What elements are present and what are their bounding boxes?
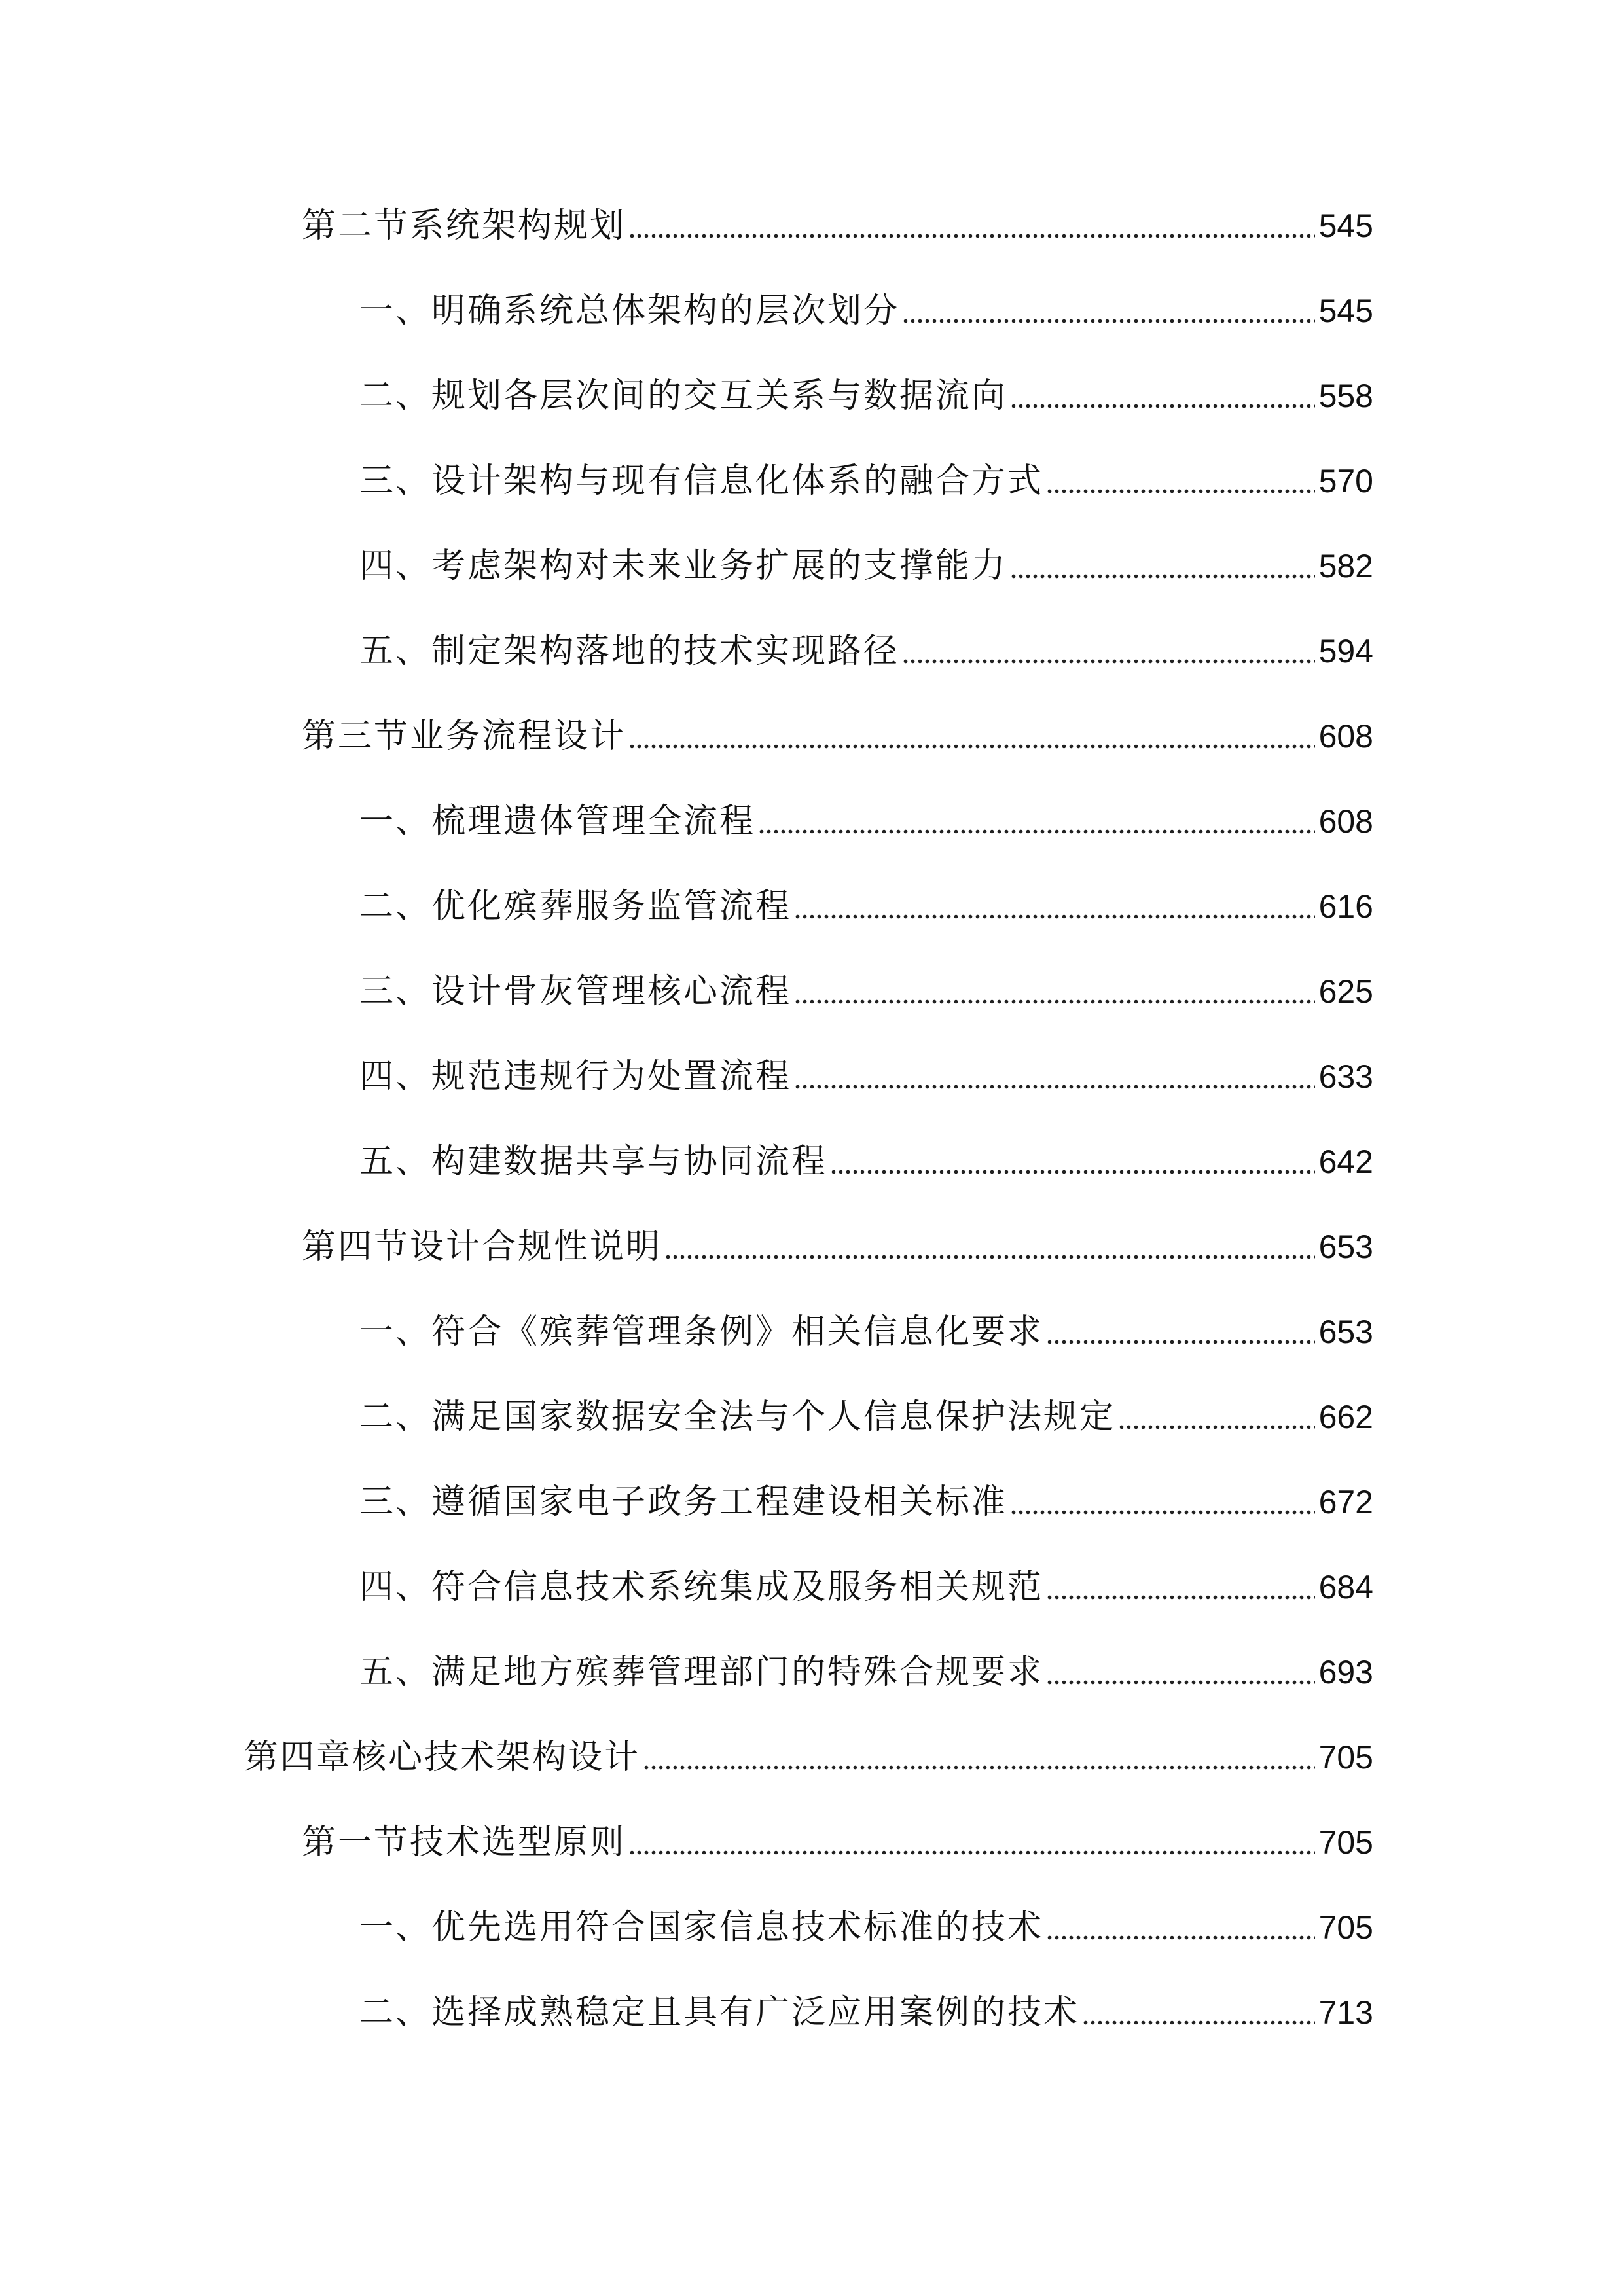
toc-entry-title: 五、满足地方殡葬管理部门的特殊合规要求 — [359, 1653, 1044, 1692]
toc-dot-leader — [794, 880, 1315, 933]
toc-dot-leader — [1046, 1901, 1315, 1954]
toc-page-number: 545 — [1318, 207, 1373, 244]
toc-entry-subsection[interactable] — [359, 880, 1373, 933]
toc-page-number: 608 — [1318, 803, 1373, 840]
toc-entry-subsection[interactable] — [359, 1136, 1373, 1188]
toc-dot-leader — [643, 1731, 1315, 1784]
toc-dot-leader — [664, 1221, 1315, 1273]
toc-entry-subsection[interactable] — [359, 1476, 1373, 1528]
toc-entry-title: 一、符合《殡葬管理条例》相关信息化要求 — [359, 1312, 1044, 1352]
toc-entry-subsection[interactable] — [359, 1986, 1373, 2039]
toc-page-number: 545 — [1318, 293, 1373, 329]
toc-page-number: 608 — [1318, 718, 1373, 755]
toc-dot-leader — [1010, 370, 1315, 422]
toc-entry-title: 二、优化殡葬服务监管流程 — [359, 887, 792, 926]
toc-dot-leader — [902, 285, 1315, 337]
toc-entry-title: 五、制定架构落地的技术实现路径 — [359, 632, 900, 671]
toc-dot-leader — [1118, 1391, 1315, 1443]
toc-page-number: 684 — [1318, 1569, 1373, 1605]
toc-entry-title: 三、设计架构与现有信息化体系的融合方式 — [359, 461, 1044, 501]
toc-entry-section[interactable] — [302, 1221, 1373, 1273]
toc-page-number: 616 — [1318, 888, 1373, 925]
toc-entry-chapter[interactable] — [244, 1731, 1373, 1784]
toc-entry-title: 第一节技术选型原则 — [302, 1823, 626, 1862]
toc-entry-subsection[interactable] — [359, 1646, 1373, 1698]
toc-entry-subsection[interactable] — [359, 1901, 1373, 1954]
toc-page-number: 642 — [1318, 1143, 1373, 1180]
toc-page-number: 705 — [1318, 1739, 1373, 1776]
toc-entry-title: 三、遵循国家电子政务工程建设相关标准 — [359, 1482, 1008, 1522]
toc-entry-subsection[interactable] — [359, 285, 1373, 337]
toc-entry-subsection[interactable] — [359, 625, 1373, 677]
toc-entry-title: 一、优先选用符合国家信息技术标准的技术 — [359, 1908, 1044, 1947]
toc-dot-leader — [758, 795, 1315, 848]
toc-page-number: 693 — [1318, 1654, 1373, 1691]
toc-entry-section[interactable] — [302, 1816, 1373, 1869]
toc-entry-section[interactable] — [302, 200, 1373, 252]
toc-page-number: 672 — [1318, 1484, 1373, 1520]
toc-entry-title: 一、梳理遗体管理全流程 — [359, 802, 756, 841]
toc-entry-subsection[interactable] — [359, 1306, 1373, 1358]
toc-page-number: 594 — [1318, 633, 1373, 670]
toc-page-number: 558 — [1318, 378, 1373, 414]
toc-entry-title: 第三节业务流程设计 — [302, 717, 626, 756]
toc-entry-title: 五、构建数据共享与协同流程 — [359, 1142, 828, 1181]
toc-entry-subsection[interactable] — [359, 370, 1373, 422]
toc-dot-leader — [794, 1050, 1315, 1103]
toc-page-number: 570 — [1318, 463, 1373, 499]
toc-dot-leader — [1010, 1476, 1315, 1528]
toc-dot-leader — [628, 710, 1315, 762]
toc-entry-subsection[interactable] — [359, 1391, 1373, 1443]
toc-page-number: 705 — [1318, 1824, 1373, 1861]
toc-dot-leader — [1082, 1986, 1315, 2039]
toc-entry-title: 第四节设计合规性说明 — [302, 1227, 662, 1266]
toc-entry-title: 四、考虑架构对未来业务扩展的支撑能力 — [359, 547, 1008, 586]
toc-page-number: 633 — [1318, 1058, 1373, 1095]
toc-entry-subsection[interactable] — [359, 540, 1373, 592]
toc-page-number: 582 — [1318, 548, 1373, 584]
toc-entry-subsection[interactable] — [359, 795, 1373, 848]
toc-entry-subsection[interactable] — [359, 1050, 1373, 1103]
toc-dot-leader — [628, 1816, 1315, 1869]
toc-page-number: 625 — [1318, 973, 1373, 1010]
toc-entry-subsection[interactable] — [359, 455, 1373, 507]
toc-dot-leader — [1046, 1646, 1315, 1698]
toc-dot-leader — [1010, 540, 1315, 592]
toc-entry-title: 第四章核心技术架构设计 — [244, 1738, 641, 1777]
toc-dot-leader — [1046, 1561, 1315, 1613]
toc-page-number: 653 — [1318, 1314, 1373, 1350]
toc-dot-leader — [902, 625, 1315, 677]
toc-page-number: 705 — [1318, 1909, 1373, 1946]
toc-entry-title: 二、规划各层次间的交互关系与数据流向 — [359, 376, 1008, 416]
toc-page-number: 662 — [1318, 1399, 1373, 1435]
toc-entry-title: 一、明确系统总体架构的层次划分 — [359, 291, 900, 331]
toc-entry-subsection[interactable] — [359, 1561, 1373, 1613]
toc-entry-title: 二、满足国家数据安全法与个人信息保护法规定 — [359, 1397, 1116, 1437]
toc-dot-leader — [1046, 1306, 1315, 1358]
toc-dot-leader — [628, 200, 1315, 252]
toc-entry-section[interactable] — [302, 710, 1373, 762]
toc-entry-title: 四、规范违规行为处置流程 — [359, 1057, 792, 1096]
toc-dot-leader — [830, 1136, 1315, 1188]
toc-entry-subsection[interactable] — [359, 965, 1373, 1018]
toc-page-number: 653 — [1318, 1229, 1373, 1265]
toc-entry-title: 四、符合信息技术系统集成及服务相关规范 — [359, 1568, 1044, 1607]
toc-dot-leader — [794, 965, 1315, 1018]
toc-entry-title: 第二节系统架构规划 — [302, 206, 626, 245]
toc-entry-title: 二、选择成熟稳定且具有广泛应用案例的技术 — [359, 1993, 1080, 2032]
toc-dot-leader — [1046, 455, 1315, 507]
toc-entry-title: 三、设计骨灰管理核心流程 — [359, 972, 792, 1011]
toc-page-number: 713 — [1318, 1994, 1373, 2031]
